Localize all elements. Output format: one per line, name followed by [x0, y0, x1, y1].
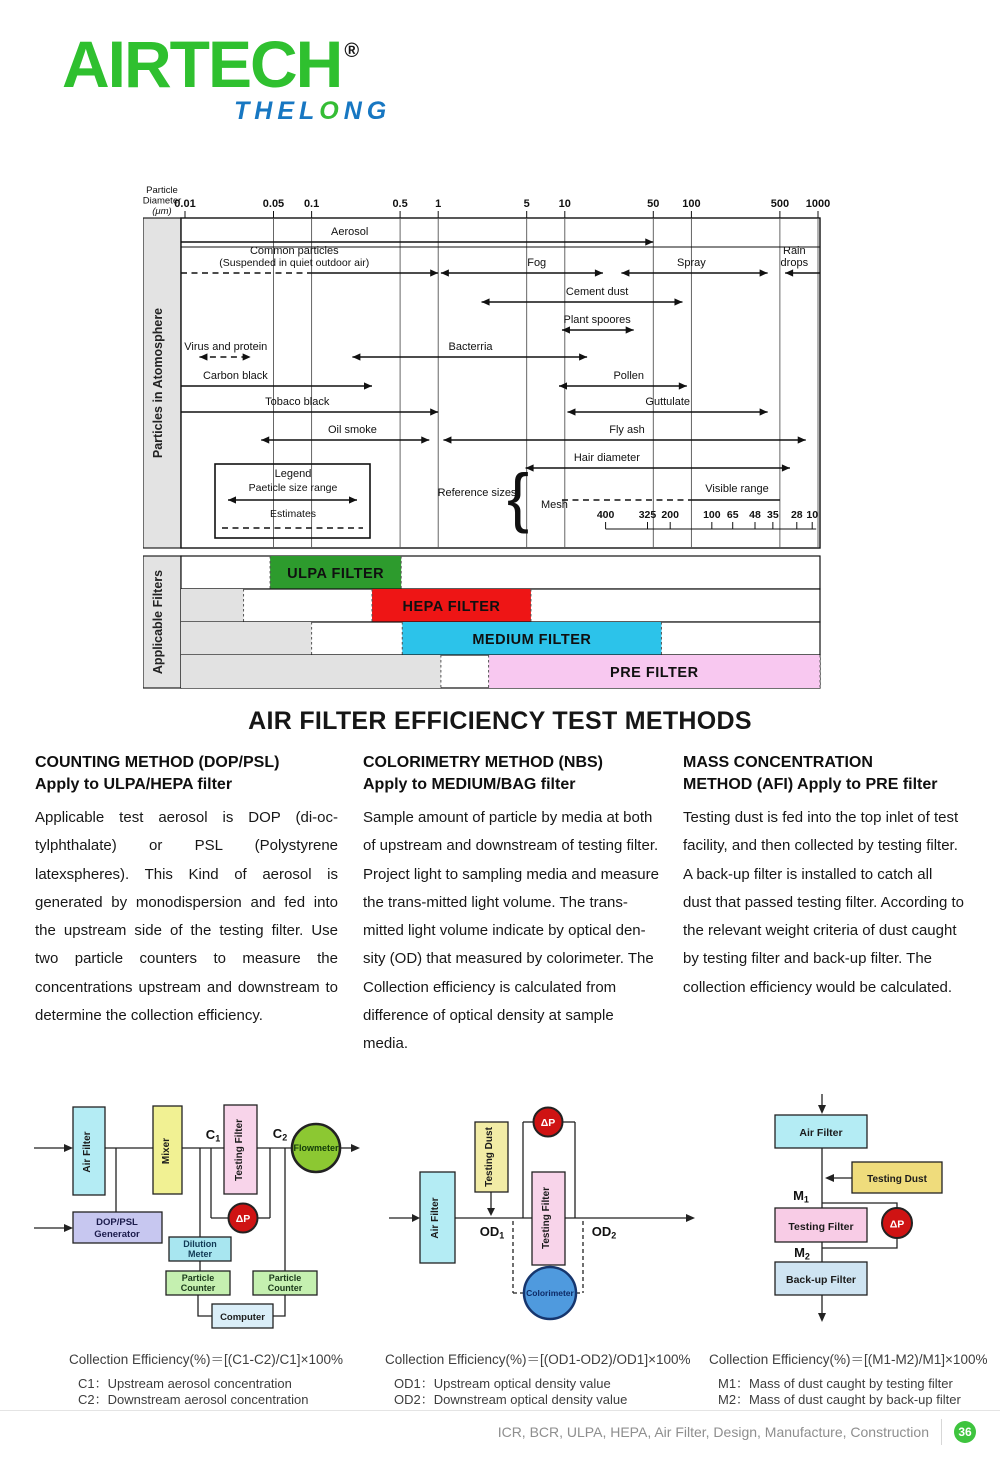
delta-p-label: ΔP: [889, 1218, 905, 1231]
sidebar-label-particles: Particles in Atomosphere: [151, 307, 165, 459]
method2-heading-line1: COLORIMETRY METHOD (NBS): [363, 754, 603, 771]
testing-filter-label: Testing Filter: [541, 1186, 552, 1250]
filter-row-gray-zone: [181, 589, 244, 622]
flow-arrow-icon: [818, 1105, 826, 1114]
axis-tick-label: 50: [647, 198, 660, 210]
c2-label: C2: [272, 1126, 288, 1143]
dilution-meter-label-line1: Dilution: [183, 1239, 217, 1249]
m2-label: M2: [794, 1245, 810, 1262]
registered-mark-icon: ®: [344, 40, 358, 62]
particle-label-carbon-black: Carbon black: [202, 370, 268, 382]
formula-def: OD2：Downstream optical density value: [394, 1392, 628, 1407]
formula-text: Collection Efficiency(%)＝[(M1-M2)/M1]×100%: [709, 1352, 988, 1367]
particle-label-pollen: Pollen: [613, 370, 645, 382]
footer-separator: [941, 1419, 942, 1445]
computer-label: Computer: [220, 1312, 265, 1323]
filter-label-hepa-filter: HEPA FILTER: [402, 599, 501, 615]
dop-psl-label-line2: Generator: [94, 1229, 140, 1240]
page-title: AIR FILTER EFFICIENCY TEST METHODS: [248, 707, 752, 735]
testing-filter-label: Testing Filter: [234, 1118, 245, 1182]
particle-label-tobaco-black: Tobaco black: [265, 396, 330, 408]
particle-label-hair-diameter: Hair diameter: [573, 452, 640, 464]
particle-label-plant-spoores: Plant spoores: [563, 314, 631, 326]
c1-label: C1: [205, 1127, 221, 1144]
od2-label: OD2: [591, 1224, 617, 1241]
mesh-tick-label: 28: [790, 509, 803, 521]
flow-arrow-icon: [64, 1224, 73, 1232]
filter-label-pre-filter: PRE FILTER: [610, 665, 699, 681]
axis-tick-label: 1000: [805, 198, 831, 210]
particle-sublabel: (Suspended in quiet outdoor air): [219, 257, 370, 269]
particle-label-virus-and-protein: Virus and protein: [184, 341, 268, 353]
method-column-colorimetry: [363, 752, 662, 1059]
footer-text: ICR, BCR, ULPA, HEPA, Air Filter, Design, Manufacture, Construction: [497, 1424, 929, 1440]
flow-arrow-icon: [825, 1174, 834, 1182]
logo-brand-text: AIRTECH: [62, 27, 342, 101]
backup-filter-label: Back-up Filter: [785, 1274, 857, 1286]
page-number-badge: 36: [954, 1421, 976, 1443]
m1-label: M1: [793, 1188, 809, 1205]
method1-body: Applicable test aerosol is DOP (di-oc-tylphthalate) or PSL (Polystyrene latexspheres). This Kind of aerosol is generated by monodispersion and fed into the upstream side of the testing filter. Use two particle counters to measure the concentrations upstream and downstream to determine the collection efficiency.: [35, 809, 338, 1025]
logo-sub-text2: NG: [343, 97, 392, 126]
formula-def: C1：Upstream aerosol concentration: [78, 1376, 292, 1391]
method3-body: Testing dust is fed into the top inlet of test facility, and then collected by testing filter. A back-up filter is installed to catch all dust that passed testing filter. According to the relevant weight criteria of dust caught by testing filter and back-up filter. The collection efficiency would be calculated.: [683, 809, 965, 996]
formula-mass: [709, 1352, 987, 1408]
method2-heading-line2: Apply to MEDIUM/BAG filter: [363, 775, 576, 793]
dop-psl-label-line1: DOP/PSL: [96, 1217, 138, 1228]
diagram-counting-method: [30, 1095, 366, 1343]
method2-body: Sample amount of particle by media at both of upstream and downstream of testing filter. Project light to sampling media and measure the trans-mitted light volume. The trans-mitted light volume indicate by optical den-sity (OD) that measured by colorimeter. The Collection efficiency is calculated from difference of optical density at sample media.: [363, 809, 659, 1053]
particle-counter-label-line2: Counter: [267, 1283, 303, 1293]
particle-counter-label-line1: Particle: [181, 1273, 215, 1283]
mesh-tick-label: 10: [806, 509, 819, 521]
mesh-tick-label: 325: [638, 509, 657, 521]
method1-heading-line2: Apply to ULPA/HEPA filter: [35, 775, 233, 793]
axis-tick-label: 0.01: [174, 198, 196, 210]
visible-range-label: Visible range: [705, 483, 769, 495]
footer-divider-line: [0, 1410, 1000, 1411]
colorimeter-label: Colorimeter: [526, 1288, 574, 1298]
particle-size-chart-svg: [143, 183, 855, 690]
particle-label-bacterria: Bacterria: [448, 341, 493, 353]
mesh-tick-label: 400: [596, 509, 615, 521]
flow-arrow-icon: [686, 1214, 695, 1222]
delta-p-label: ΔP: [235, 1213, 251, 1225]
flow-arrow-icon: [818, 1313, 826, 1322]
method3-heading-line2: METHOD (AFI) Apply to PRE filter: [683, 775, 938, 793]
formula-colorimetry: [385, 1352, 690, 1408]
air-filter-label: Air Filter: [82, 1131, 93, 1173]
method-column-counting: [35, 752, 338, 1030]
particle-label-fly-ash: Fly ash: [609, 424, 645, 436]
formula-text: Collection Efficiency(%)＝[(C1-C2)/C1]×100%: [69, 1352, 343, 1367]
filter-label-medium-filter: MEDIUM FILTER: [472, 632, 592, 648]
particle-label-aerosol: Aerosol: [331, 226, 369, 238]
particle-size-chart: [143, 183, 855, 690]
particle-counter-label-line2: Counter: [180, 1283, 216, 1293]
flow-arrow-icon: [487, 1208, 495, 1216]
mixer-label: Mixer: [161, 1137, 172, 1165]
axis-tick-label: 0.1: [303, 198, 320, 210]
filter-row-gray-zone: [181, 622, 312, 655]
axis-tick-label: 0.5: [392, 198, 408, 210]
mesh-tick-label: 100: [703, 509, 721, 521]
legend-dashed-label: Estimates: [269, 508, 317, 520]
diagram-colorimetry-method: [385, 1095, 700, 1330]
axis-tick-label: 1: [435, 198, 442, 210]
dilution-meter-label-line2: Meter: [187, 1249, 213, 1259]
logo-sub-text: THEL: [234, 97, 320, 126]
axis-tick-label: 10: [558, 198, 571, 210]
air-filter-label: Air Filter: [430, 1197, 441, 1239]
logo-sub-o: O: [319, 97, 344, 126]
diagram-mass-method: [700, 1090, 970, 1335]
delta-p-label: ΔP: [540, 1117, 556, 1129]
legend-title: Legend: [274, 468, 312, 480]
method3-heading-line1: MASS CONCENTRATION: [683, 754, 873, 771]
mesh-tick-label: 48: [749, 509, 761, 521]
particle-label-guttulate: Guttulate: [645, 396, 691, 408]
flow-arrow-icon: [351, 1144, 360, 1152]
filter-label-ulpa-filter: ULPA FILTER: [287, 566, 385, 582]
formula-counting: [69, 1352, 343, 1408]
od1-label: OD1: [479, 1224, 505, 1241]
legend-solid-label: Paeticle size range: [248, 482, 338, 494]
reference-sizes-label: Reference sizes: [437, 487, 517, 499]
brand-logo: [62, 27, 392, 126]
testing-filter-label: Testing Filter: [788, 1221, 854, 1233]
logo-airtech: [62, 27, 391, 101]
axis-title: Diameter: [143, 195, 182, 207]
flow-arrow-icon: [64, 1144, 73, 1152]
footer: [498, 1418, 976, 1446]
axis-title: (μm): [152, 206, 172, 217]
axis-tick-label: 100: [682, 198, 701, 210]
formula-def: OD1：Upstream optical density value: [394, 1376, 611, 1391]
particle-counter-label-line1: Particle: [268, 1273, 302, 1283]
mesh-tick-label: 200: [661, 509, 679, 521]
testing-dust-label: Testing Dust: [867, 1174, 927, 1185]
formula-def: C2：Downstream aerosol concentration: [78, 1392, 309, 1407]
flow-arrow-icon: [412, 1214, 420, 1222]
axis-tick-label: 500: [770, 198, 790, 210]
flowmeter-label: Flowmeter: [293, 1143, 339, 1153]
air-filter-label: Air Filter: [799, 1127, 843, 1139]
axis-title: Particle: [146, 185, 178, 196]
particle-label-oil-smoke: Oil smoke: [327, 424, 377, 436]
mesh-tick-label: 65: [726, 509, 739, 521]
testing-dust-label: Testing Dust: [484, 1127, 495, 1187]
particle-label-common-particles: Common particles: [249, 245, 339, 257]
mesh-label: Mesh: [541, 499, 568, 511]
particle-label-spray: Spray: [677, 257, 706, 269]
formula-text: Collection Efficiency(%)＝[(OD1-OD2)/OD1]×100%: [385, 1352, 691, 1367]
mesh-tick-label: 35: [767, 509, 779, 521]
particle-label-cement-dust: Cement dust: [565, 286, 629, 298]
formula-def: M1：Mass of dust caught by testing filter: [718, 1376, 953, 1391]
particle-label-fog: Fog: [527, 257, 547, 269]
formula-def: M2：Mass of dust caught by back-up filter: [718, 1392, 961, 1407]
method-column-mass: [683, 752, 964, 1002]
particle-label-rain-drops: drops: [780, 257, 809, 269]
method1-heading-line1: COUNTING METHOD (DOP/PSL): [35, 754, 280, 771]
axis-tick-label: 0.05: [262, 198, 285, 210]
sidebar-label-filters: Applicable Filters: [151, 569, 165, 675]
logo-thelong: [62, 99, 391, 124]
reference-brace: {: [506, 460, 530, 534]
axis-tick-label: 5: [523, 198, 530, 210]
filter-row-gray-zone: [181, 655, 441, 688]
particle-label-rain-drops: Rain: [783, 245, 806, 257]
